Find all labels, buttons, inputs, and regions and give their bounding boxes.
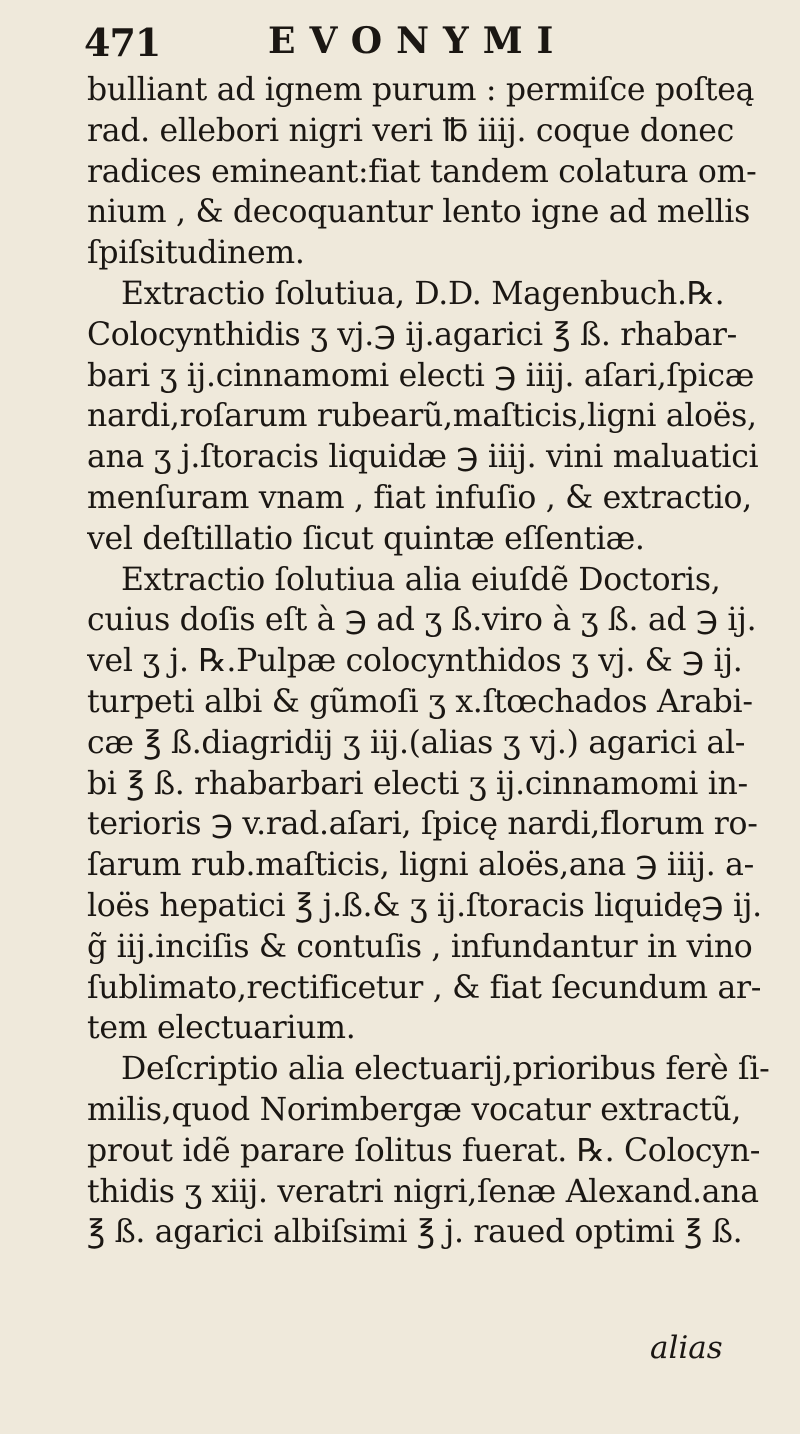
text-line: nium , & decoquantur lento igne ad mellis [87, 194, 750, 231]
text-line: vel ʒ j. ℞.Pulpæ colocynthidos ʒ vj. & ℈ ij. [87, 643, 743, 680]
text-line: bari ʒ ij.cinnamomi electi ℈ iiij. aſari,ſpicæ [87, 357, 755, 394]
text-line: prout idẽ parare ſolitus fuerat. ℞. Colocyn- [87, 1132, 761, 1169]
text-line: ſarum rub.maſticis, ligni aloës,ana ℈ iiij. a- [87, 847, 754, 884]
text-line: g̃ iij.inciſis & contuſis , infundantur in vino [87, 928, 753, 965]
text-line: Extractio ſolutiua alia eiuſdẽ Doctoris, [121, 561, 721, 598]
text-line: ana ʒ j.ſtoracis liquidæ ℈ iiij. vini maluatici [87, 439, 759, 476]
text-line: terioris ℈ v.rad.aſari, ſpicę nardi,florum ro- [87, 806, 758, 843]
text-line: loës hepatici ℥ j.ß.& ʒ ij.ſtoracis liquidę℈ ij. [87, 887, 762, 924]
text-line: ſublimato,rectificetur , & fiat ſecundum ar- [87, 969, 762, 1006]
text-line: bi ℥ ß. rhabarbari electi ʒ ij.cinnamomi in- [87, 765, 748, 802]
text-line: menſuram vnam , fiat infuſio , & extractio, [87, 479, 752, 516]
text-line: thidis ʒ xiij. veratri nigri,ſenæ Alexand.ana [87, 1173, 759, 1210]
text-line: nardi,roſarum rubearũ,maſticis,ligni aloës, [87, 398, 757, 435]
text-line: Extractio ſolutiua, D.D. Magenbuch.℞. [121, 275, 725, 312]
text-line: bulliant ad ignem purum : permiſce poſteą [87, 72, 755, 108]
text-line: cæ ℥ ß.diagridij ʒ iij.(alias ʒ vj.) agarici al- [87, 724, 746, 761]
text-line: rad. ellebori nigri veri ℔ iiij. coque donec [87, 112, 734, 149]
text-line: milis,quod Norimbergæ vocatur extractũ, [87, 1091, 742, 1128]
text-line: tem electuarium. [87, 1010, 356, 1047]
text-line: turpeti albi & gũmoſi ʒ x.ſtœchados Arabi- [87, 683, 753, 720]
page-header [0, 16, 800, 74]
text-line: cuius doſis eſt à ℈ ad ʒ ß.viro à ʒ ß. ad ℈ ij. [87, 602, 757, 639]
text-line: radices emineant:fiat tandem colatura om- [87, 153, 757, 190]
text-line: ℥ ß. agarici albiſsimi ℥ j. raued optimi ℥ ß. [87, 1214, 743, 1251]
text-line: ſpiſsitudinem. [87, 235, 305, 272]
body-text [87, 70, 777, 1253]
text-line: vel deſtillatio ſicut quintæ eſſentiæ. [87, 520, 645, 557]
text-line: Deſcriptio alia electuarij,prioribus ferè ſi- [121, 1051, 770, 1088]
catchword: alias [650, 1330, 723, 1366]
running-title: EVONYMI [268, 20, 568, 62]
page-number: 471 [84, 20, 161, 65]
text-line: Colocynthidis ʒ vj.℈ ij.agarici ℥ ß. rhabar- [87, 316, 737, 353]
